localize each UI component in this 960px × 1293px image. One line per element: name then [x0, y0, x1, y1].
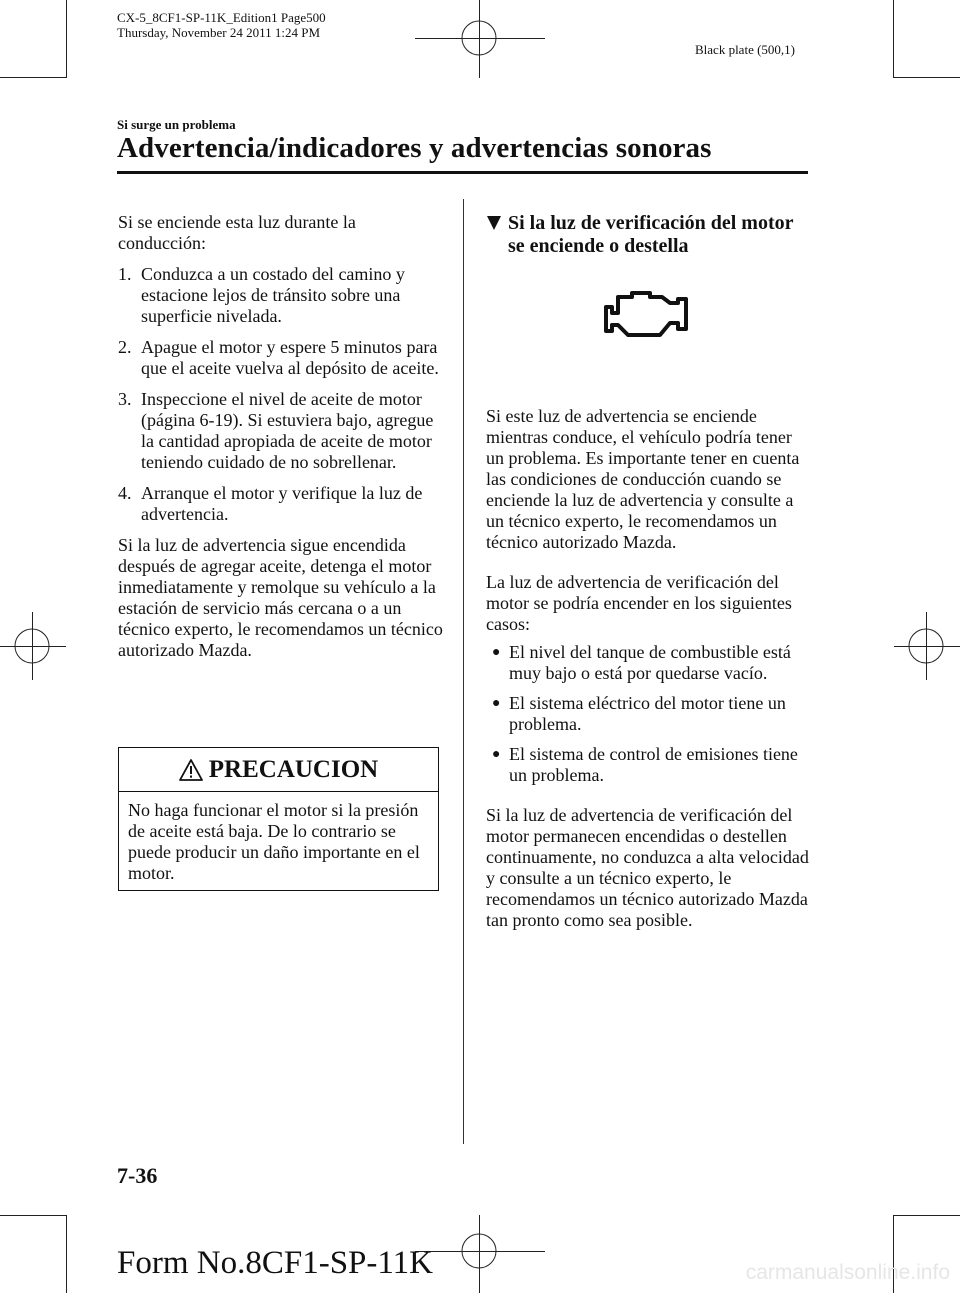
print-header-date: Thursday, November 24 2011 1:24 PM: [117, 25, 321, 40]
step-text: Apague el motor y espere 5 minutos para que el aceite vuelva al depósito de aceite.: [141, 337, 439, 378]
left-intro: Si se enciende esta luz durante la conducción:: [118, 212, 356, 253]
bullet-icon: ●: [492, 645, 501, 660]
right-column: [486, 212, 811, 931]
page-number: 7-36: [117, 1163, 158, 1188]
triangle-down-icon: [486, 215, 502, 231]
list-item: [486, 744, 811, 786]
print-header-file: CX-5_8CF1-SP-11K_Edition1 Page500: [117, 10, 326, 25]
step-text: Inspeccione el nivel de aceite de motor (página 6-19). Si estuviera bajo, agregue la cantidad apropiada de aceite de motor teniendo cuidado de no sobrellenar.: [141, 389, 434, 472]
bullet-icon: ●: [492, 747, 501, 762]
right-para-3: Si la luz de advertencia de verificación del motor permanecen encendidas o destellen continuamente, no conduzca a alta velocidad y consulte a un técnico experto, le recomendamos un técnico autorizado Mazda tan pronto como sea posible.: [486, 805, 809, 930]
step-text: Arranque el motor y verifique la luz de advertencia.: [141, 483, 423, 524]
caution-text: No haga funcionar el motor si la presión de aceite está baja. De lo contrario se puede producir un daño importante en el motor.: [128, 800, 420, 883]
left-column: [118, 212, 444, 661]
check-engine-icon: [486, 258, 811, 406]
list-item: [486, 693, 811, 735]
step-text: Conduzca a un costado del camino y estacione lejos de tránsito sobre una superficie nivelada.: [141, 264, 405, 326]
step-number: 2.: [118, 337, 132, 357]
subsection-heading-text: Si la luz de verificación del motor se enciende o destella: [508, 212, 794, 257]
column-divider: [463, 199, 464, 1144]
bullet-icon: ●: [492, 696, 501, 711]
step-number: 4.: [118, 483, 132, 503]
step-number: 1.: [118, 264, 132, 284]
step-item: [118, 389, 444, 473]
step-item: [118, 337, 444, 379]
caution-title: PRECAUCION: [208, 755, 379, 783]
step-item: [118, 483, 444, 525]
print-plate: Black plate (500,1): [695, 42, 795, 57]
list-item-text: El nivel del tanque de combustible está muy bajo o está por quedarse vacío.: [509, 642, 791, 683]
form-number: Form No.8CF1-SP-11K: [117, 1245, 433, 1281]
caution-header: [119, 748, 438, 792]
list-item: [486, 642, 811, 684]
list-item-text: El sistema de control de emisiones tiene un problema.: [509, 744, 798, 785]
list-item-text: El sistema eléctrico del motor tiene un problema.: [509, 693, 786, 734]
warning-triangle-icon: [179, 759, 203, 781]
title-rule: [117, 171, 808, 174]
right-para-2: La luz de advertencia de verificación del motor se podría encender en los siguientes casos:: [486, 572, 792, 634]
right-para-1: Si este luz de advertencia se enciende mientras conduce, el vehículo podría tener un problema. Es importante tener en cuenta las condiciones de conducción cuando se enciende la luz de advertencia y consulte a un técnico experto, le recomendamos un técnico autorizado Mazda.: [486, 406, 800, 552]
caution-box: [118, 747, 439, 891]
chapter-title: Advertencia/indicadores y advertencias sonoras: [117, 132, 712, 164]
left-after-steps: Si la luz de advertencia sigue encendida después de agregar aceite, detenga el motor inmediatamente y remolque su vehículo a la estación de servicio más cercana o a un técnico experto, le recomendamos un técnico autorizado Mazda.: [118, 535, 443, 660]
watermark: carmanualsonline.info: [745, 1261, 950, 1284]
step-number: 3.: [118, 389, 132, 409]
subsection-heading: [486, 212, 811, 258]
section-label: Si surge un problema: [117, 117, 236, 132]
step-item: [118, 264, 444, 327]
